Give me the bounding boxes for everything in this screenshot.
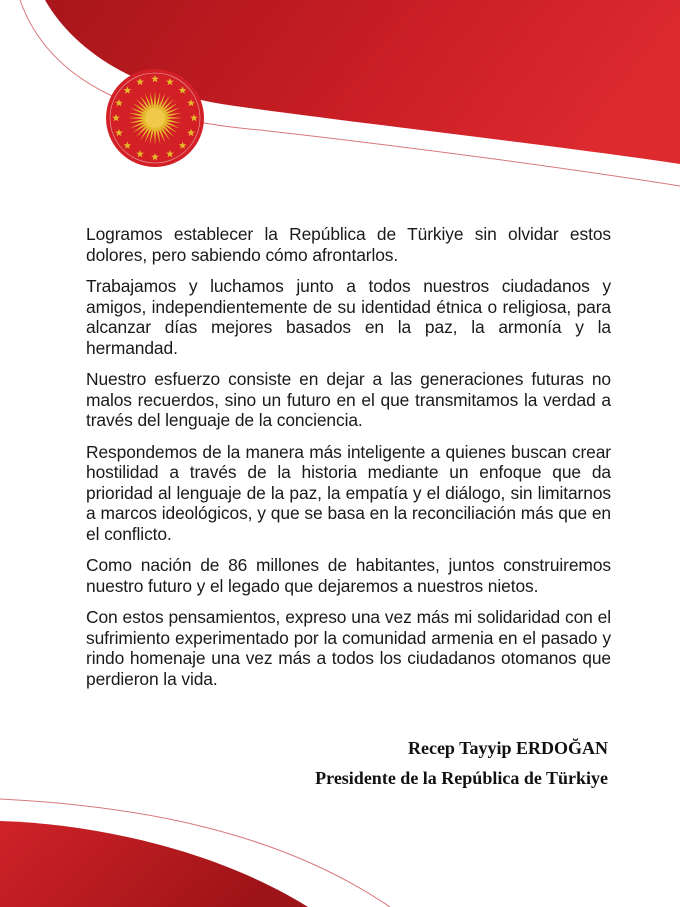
letter-paragraph: Logramos establecer la República de Türkiye sin olvidar estos dolores, pero sabiendo cómo afrontarlos. [86,224,611,265]
letter-paragraph: Nuestro esfuerzo consiste en dejar a las generaciones futuras no malos recuerdos, sino un futuro en el que transmitamos la verdad a través del lenguaje de la conciencia. [86,369,611,430]
letter-paragraph: Trabajamos y luchamos junto a todos nuestros ciudadanos y amigos, independientemente de su identidad étnica o religiosa, para alcanzar días mejores basados en la paz, la armonía y la hermandad. [86,276,611,358]
letter-paragraph: Como nación de 86 millones de habitantes, juntos construiremos nuestro futuro y el legado que dejaremos a nuestros nietos. [86,555,611,596]
seal-sun-core [145,108,165,128]
signature-block [315,733,608,793]
presidential-seal-icon [105,68,205,168]
signature-name: Recep Tayyip ERDOĞAN [407,738,608,758]
bottom-red-swoosh [0,821,308,907]
letter-paragraph: Con estos pensamientos, expreso una vez más mi solidaridad con el sufrimiento experimentado por la comunidad armenia en el pasado y rindo homenaje una vez más a todos los ciudadanos otomanos que perdieron la vida. [86,607,611,689]
letter-paragraph: Respondemos de la manera más inteligente a quienes buscan crear hostilidad a través de la historia mediante un enfoque que da prioridad al lenguaje de la paz, la empatía y el diálogo, sin limitarnos a marcos ideológicos, y que se basa en la reconciliación más que en el conflicto. [86,441,611,544]
signature-title: Presidente de la República de Türkiye [315,768,608,788]
letter-body [86,224,611,700]
